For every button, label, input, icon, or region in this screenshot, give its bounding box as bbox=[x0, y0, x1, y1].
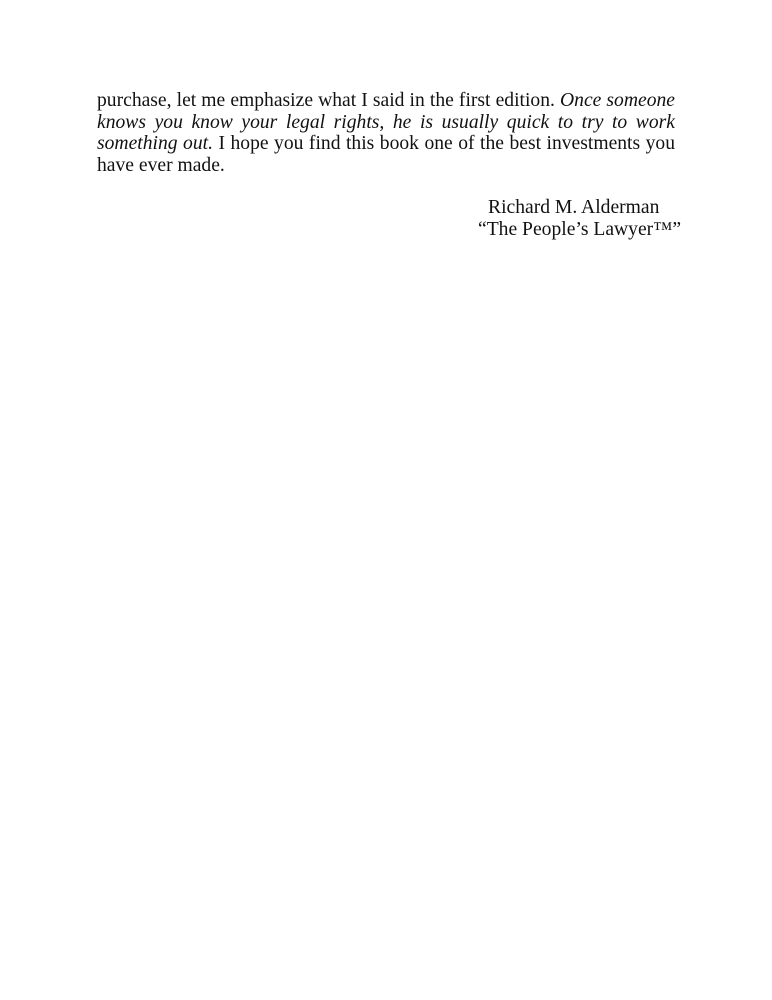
signature-name: Richard M. Alderman bbox=[488, 197, 660, 218]
body-text-lead: purchase, let me emphasize what I said in the first edition. bbox=[97, 90, 560, 111]
body-text-emphasis: Once someone knows you know your legal rights, he is usually quick to try to work something out. bbox=[97, 90, 675, 154]
body-text-tail: I hope you find this book one of the best investments you have ever made. bbox=[97, 133, 676, 176]
body-paragraph bbox=[97, 90, 675, 176]
signature-block bbox=[478, 197, 718, 240]
signature-title: “The People’s Lawyer™” bbox=[478, 218, 682, 240]
